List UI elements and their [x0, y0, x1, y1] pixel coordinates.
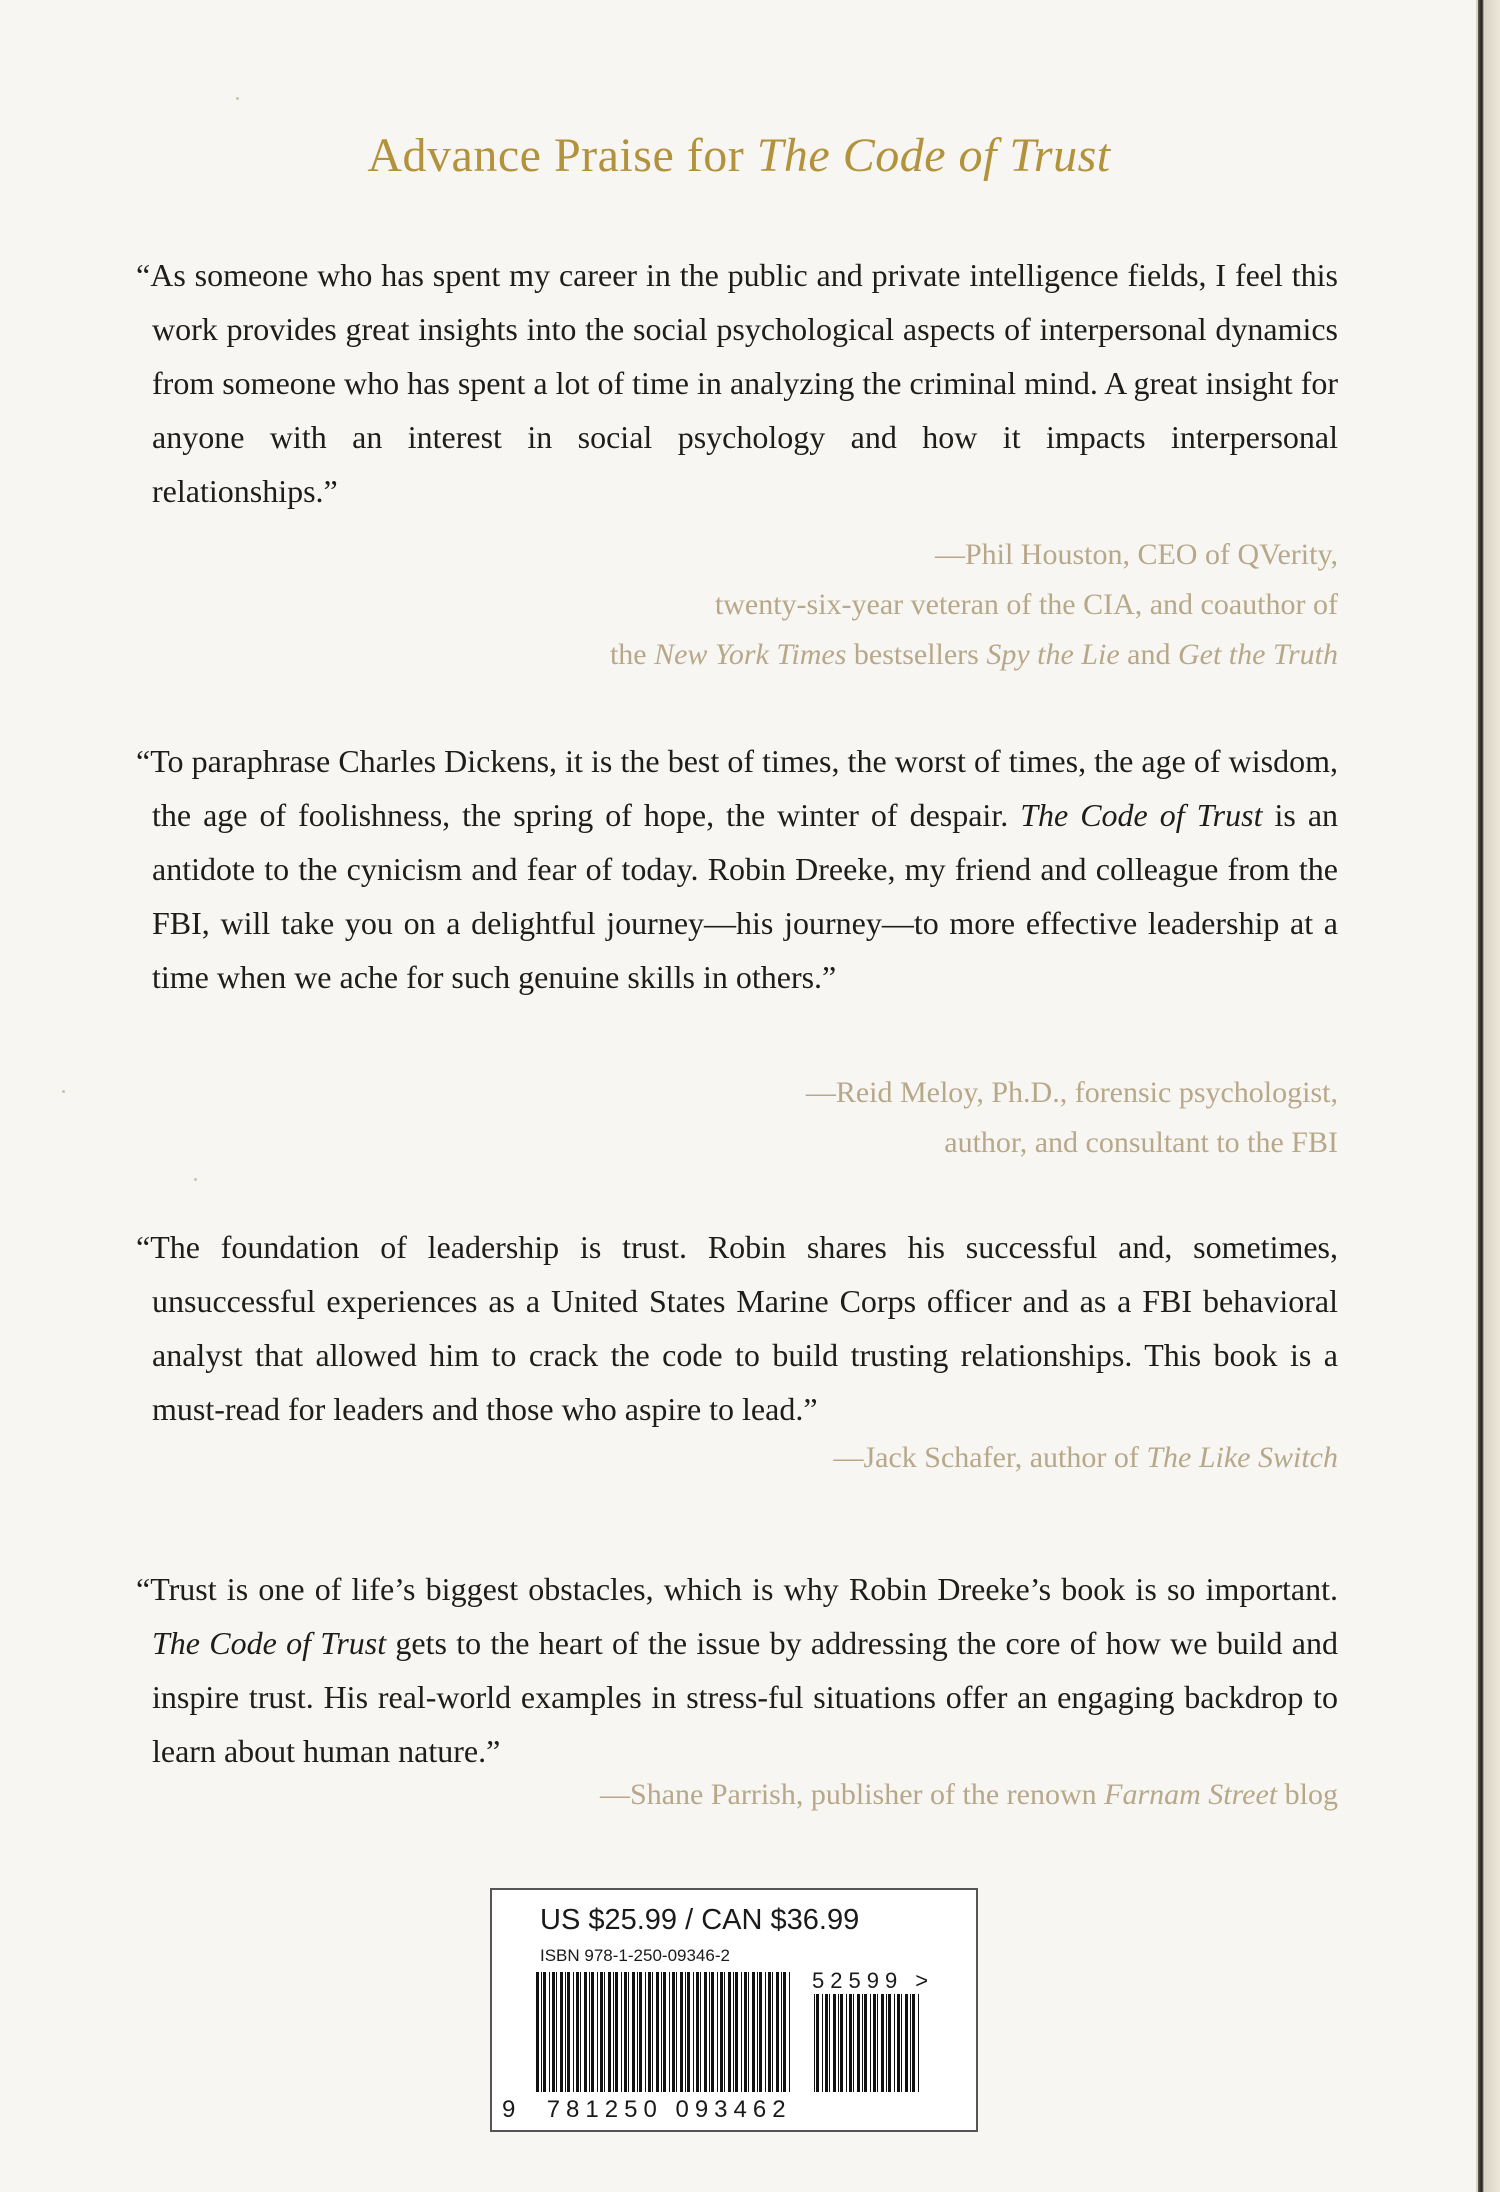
attribution-line: twenty-six-year veteran of the CIA, and coauthor of: [714, 588, 1338, 621]
barcode-bar: [873, 1994, 876, 2092]
barcode-bar: [870, 1994, 871, 2092]
barcode-bar: [549, 1972, 550, 2092]
barcode-bar: [700, 1972, 701, 2092]
title-book: The Code of Trust: [756, 129, 1111, 182]
barcode-bar: [669, 1972, 670, 2092]
barcode-bar: [816, 1994, 819, 2092]
quote-2-book-title: The Code of Trust: [1020, 797, 1263, 833]
barcode-bar: [759, 1972, 762, 2092]
quote-3-attribution: [638, 1433, 1338, 1483]
attribution-line: [338, 630, 1338, 680]
barcode-bar: [613, 1972, 614, 2092]
barcode-bar: [881, 1994, 884, 2092]
attribution-line: —Phil Houston, CEO of QVerity,: [934, 538, 1338, 571]
barcode-bar: [765, 1972, 766, 2092]
attribution-title: The Like Switch: [1146, 1441, 1338, 1474]
barcode-bar: [724, 1972, 725, 2092]
barcode-bar: [735, 1972, 738, 2092]
barcode-bar: [901, 1994, 902, 2092]
quote-4-text: “Trust is one of life’s biggest obstacles, which is why Robin Dreeke’s book is so important.: [136, 1571, 1338, 1607]
barcode-bar: [733, 1972, 734, 2092]
barcode-bar: [628, 1972, 629, 2092]
barcode-bar: [680, 1972, 683, 2092]
barcode-bar: [584, 1972, 587, 2092]
attribution-title: New York Times: [654, 638, 847, 671]
title-prefix: Advance Praise for: [367, 129, 757, 182]
page-title: [0, 128, 1478, 183]
barcode-bar: [720, 1972, 723, 2092]
barcode-bar: [541, 1972, 542, 2092]
barcode-bar: [886, 1994, 887, 2092]
attribution-fragment: bestsellers: [846, 638, 987, 671]
barcode-bar: [772, 1972, 773, 2092]
barcode-bar: [862, 1994, 863, 2092]
quote-4-book-title: The Code of Trust: [152, 1625, 387, 1661]
barcode-bar: [840, 1994, 843, 2092]
barcode-bar: [825, 1994, 828, 2092]
barcode-bar: [685, 1972, 686, 2092]
barcode-bar: [877, 1994, 878, 2092]
barcode-bar: [648, 1972, 651, 2092]
attribution-title: Spy the Lie: [986, 638, 1120, 671]
paper-speck: [194, 1178, 197, 1181]
barcode-bar: [918, 1994, 919, 2092]
barcode-bar: [849, 1994, 852, 2092]
barcode-bar: [543, 1972, 546, 2092]
barcode-bar: [857, 1994, 860, 2092]
barcode-bar: [776, 1972, 779, 2092]
barcode-bar: [789, 1972, 790, 2092]
barcode-bar: [687, 1972, 690, 2092]
barcode-bar: [897, 1994, 900, 2092]
barcode-bar: [768, 1972, 771, 2092]
barcode-bar: [781, 1972, 782, 2092]
barcode-bar: [615, 1972, 618, 2092]
price-addon-text: 52599 >: [812, 1968, 935, 1993]
attribution-fragment: —Shane Parrish, publisher of the renown: [600, 1778, 1105, 1811]
ean-barcode-icon: [536, 1972, 790, 2092]
barcode-bar: [589, 1972, 590, 2092]
barcode-bar: [573, 1972, 574, 2092]
quote-2-text: is an antidote to the cynicism and fear of today. Robin Dreeke, my friend and colleague from the FBI, will take you on a delightful journey—his journey—to more effective leadership at a time when we ache for such genuine skills in others.”: [152, 797, 1339, 995]
barcode-bar: [663, 1972, 666, 2092]
barcode-bar: [661, 1972, 662, 2092]
price-text: US $25.99 / CAN $36.99: [540, 1904, 860, 1936]
barcode-bar: [652, 1972, 653, 2092]
right-edge: [1478, 0, 1500, 2192]
barcode-bar: [846, 1994, 847, 2092]
attribution-fragment: —Jack Schafer, author of: [833, 1441, 1147, 1474]
isbn-text: ISBN 978-1-250-09346-2: [540, 1946, 730, 1965]
quote-2-attribution: [338, 1068, 1338, 1168]
ean-left-digits: 781250: [546, 2096, 663, 2123]
quote-1-text: “As someone who has spent my career in the public and private intelligence fields, I feel this work provides great insights into the social psychological aspects of interpersonal dynamics from someone who has spent a lot of time in analyzing the criminal mind. A great insight for anyone with an interest in social psychology and how it impacts interpersonal relationships.”: [136, 257, 1338, 509]
ean-first-digit: 9: [502, 2096, 522, 2123]
barcode-bar: [833, 1994, 836, 2092]
barcode-bar: [591, 1972, 594, 2092]
barcode-bar: [741, 1972, 742, 2092]
barcode-bar: [704, 1972, 707, 2092]
barcode-bar: [604, 1972, 605, 2092]
quote-2-text: “To paraphrase Charles Dickens, it is the best of times, the worst of times, the age of wisdom, the age of foolishness, the spring of hope, the winter of despair.: [136, 743, 1338, 833]
attribution-line: —Reid Meloy, Ph.D., forensic psychologist,: [805, 1076, 1338, 1109]
paper-speck: [62, 1090, 65, 1093]
praise-quote-4: [136, 1562, 1339, 1778]
barcode-bar: [624, 1972, 627, 2092]
ean-digits: [502, 2096, 792, 2124]
attribution-fragment: the: [609, 638, 655, 671]
quote-4-attribution: [338, 1770, 1338, 1820]
attribution-line: author, and consultant to the FBI: [944, 1126, 1338, 1159]
barcode-bar: [696, 1972, 699, 2092]
barcode-bar: [912, 1994, 915, 2092]
attribution-title: Farnam Street: [1104, 1778, 1278, 1811]
barcode-bar: [639, 1972, 642, 2092]
barcode-bar: [864, 1994, 867, 2092]
barcode-bar: [822, 1994, 823, 2092]
quote-4-text: gets to the heart of the issue by addressing the core of how we build and inspire trust. His real-world examples in stress-ful situations offer an engaging backdrop to learn about human nature.”: [152, 1625, 1339, 1769]
barcode-bar: [894, 1994, 895, 2092]
barcode-bar: [783, 1972, 786, 2092]
barcode-bar: [645, 1972, 646, 2092]
barcode-bar: [576, 1972, 579, 2092]
barcode-bar: [672, 1972, 675, 2092]
praise-quote-2: [136, 734, 1339, 1004]
paper-speck: [236, 97, 239, 100]
barcode-bar: [888, 1994, 891, 2092]
barcode-bar: [752, 1972, 755, 2092]
barcode-bar: [748, 1972, 749, 2092]
barcode-bar: [597, 1972, 598, 2092]
barcode-bar: [693, 1972, 694, 2092]
barcode-bar: [656, 1972, 659, 2092]
barcode-bar: [608, 1972, 611, 2092]
ean-right-digits: 093462: [675, 2096, 792, 2123]
attribution-title: Get the Truth: [1177, 638, 1338, 671]
barcode-bar: [910, 1994, 911, 2092]
attribution-fragment: and: [1119, 638, 1178, 671]
barcode-bar: [717, 1972, 718, 2092]
barcode-bar: [728, 1972, 731, 2092]
barcode-bar: [814, 1994, 815, 2092]
barcode-bar: [567, 1972, 570, 2092]
barcode-bar: [552, 1972, 555, 2092]
barcode-bar: [556, 1972, 557, 2092]
barcode-bar: [744, 1972, 747, 2092]
barcode-bar: [905, 1994, 908, 2092]
barcode-bar: [838, 1994, 839, 2092]
attribution-fragment: blog: [1277, 1778, 1338, 1811]
quote-3-text: “The foundation of leadership is trust. Robin shares his successful and, sometimes, unsuccessful experiences as a United States Marine Corps officer and as a FBI behavioral analyst that allowed him to crack the code to build trusting relationships. This book is a must-read for leaders and those who aspire to lead.”: [136, 1229, 1338, 1427]
barcode-bar: [580, 1972, 581, 2092]
barcode-bar: [621, 1972, 622, 2092]
barcode-bar: [565, 1972, 566, 2092]
praise-quote-3: [136, 1220, 1338, 1436]
barcode-bar: [560, 1972, 563, 2092]
barcode-bar: [829, 1994, 830, 2092]
barcode-bar: [632, 1972, 635, 2092]
praise-quote-1: [136, 248, 1338, 518]
barcode-bar: [637, 1972, 638, 2092]
barcode-bar: [757, 1972, 758, 2092]
quote-1-attribution: [338, 530, 1338, 680]
barcode-bar: [709, 1972, 710, 2092]
barcode-bar: [600, 1972, 603, 2092]
addon-barcode-icon: [814, 1994, 920, 2092]
barcode-bar: [853, 1994, 854, 2092]
barcode-label: [490, 1888, 978, 2132]
barcode-bar: [676, 1972, 677, 2092]
barcode-bar: [536, 1972, 539, 2092]
barcode-bar: [711, 1972, 714, 2092]
